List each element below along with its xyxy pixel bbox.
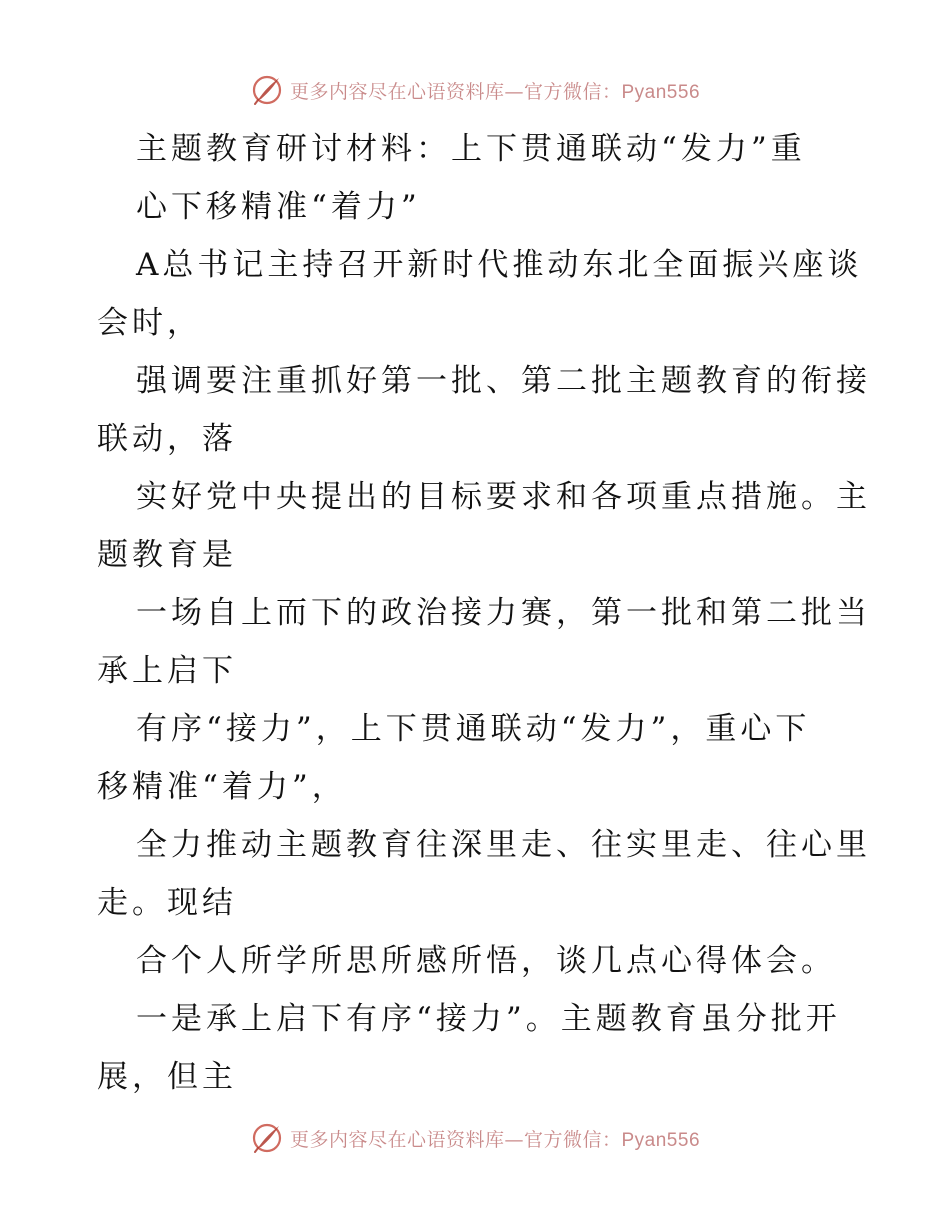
feather-pen-logo-icon — [250, 1121, 284, 1155]
paragraph-line: 一是承上启下有序“接力”。主题教育虽分批开 — [136, 1001, 841, 1037]
document-body — [97, 120, 871, 1106]
watermark-text: 更多内容尽在心语资料库—官方微信：Pyan556 — [289, 1128, 701, 1151]
paragraph-line: 实好党中央提出的目标要求和各项重点措施。主 — [136, 479, 871, 515]
title-line-1: 主题教育研讨材料：上下贯通联动“发力”重 — [136, 131, 806, 167]
paragraph-line: 题教育是 — [97, 537, 237, 573]
paragraph-line: 走。现结 — [97, 885, 237, 921]
watermark-text: 更多内容尽在心语资料库—官方微信：Pyan556 — [289, 80, 701, 103]
title-line-2: 心下移精准“着力” — [136, 189, 421, 225]
paragraph-line: 联动，落 — [97, 421, 237, 457]
feather-pen-logo-icon — [250, 73, 284, 107]
paragraph-line: 全力推动主题教育往深里走、往实里走、往心里 — [136, 827, 871, 863]
header-watermark — [0, 70, 950, 110]
paragraph-line: 展，但主 — [97, 1059, 237, 1095]
paragraph-line: 承上启下 — [97, 653, 237, 689]
paragraph-line: 有序“接力”，上下贯通联动“发力”，重心下 — [136, 711, 811, 747]
paragraph-line: 移精准“着力”， — [97, 769, 347, 805]
footer-watermark — [0, 1118, 950, 1158]
paragraph-line: 一场自上而下的政治接力赛，第一批和第二批当 — [136, 595, 871, 631]
paragraph-line: A总书记主持召开新时代推动东北全面振兴座谈 — [136, 247, 863, 283]
paragraph-line: 合个人所学所思所感所悟，谈几点心得体会。 — [136, 943, 836, 979]
paragraph-line: 会时， — [97, 305, 202, 341]
paragraph-line: 强调要注重抓好第一批、第二批主题教育的衔接 — [136, 363, 871, 399]
